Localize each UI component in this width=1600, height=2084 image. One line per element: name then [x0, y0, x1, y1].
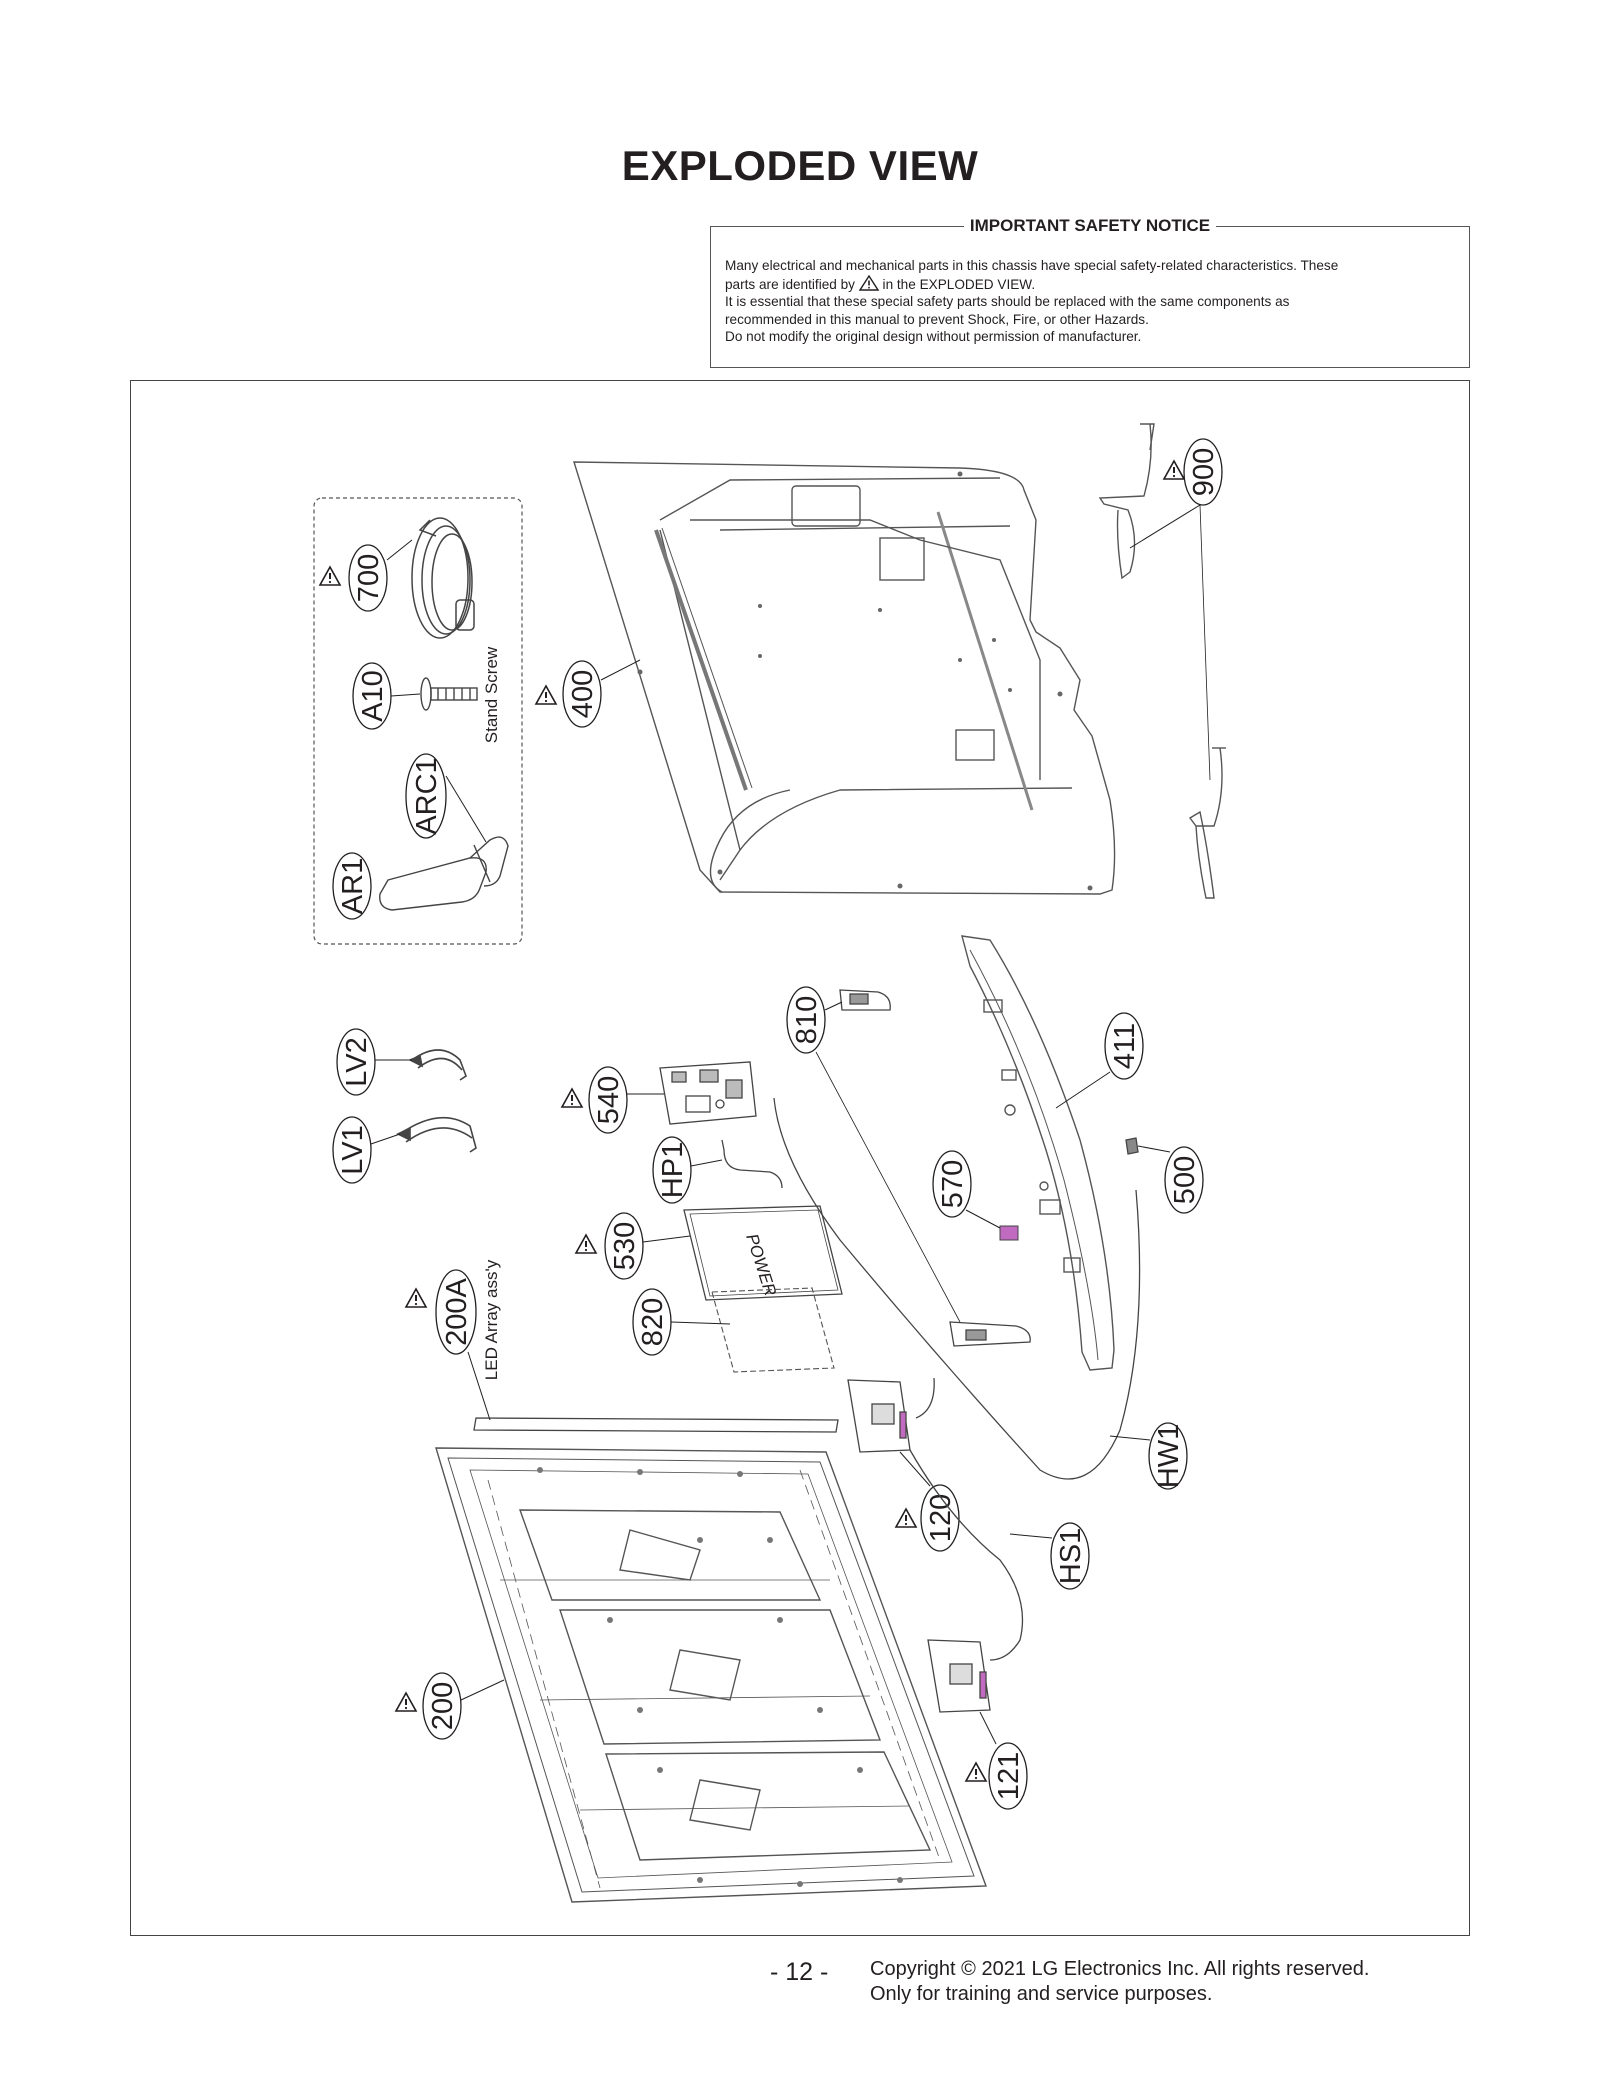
warning-icon [536, 686, 556, 704]
callout-700: 700 [353, 553, 385, 603]
callout-500: 500 [1169, 1155, 1201, 1205]
callout-ARC1: ARC1 [411, 757, 443, 835]
callout-121: 121 [993, 1751, 1025, 1801]
copyright-line: Copyright © 2021 LG Electronics Inc. All rights reserved. [870, 1958, 1370, 1980]
insulator-drawing [712, 1288, 834, 1372]
notice-line: It is essential that these special safety parts should be replaced with the same components as [725, 294, 1290, 309]
callout-AR1: AR1 [337, 857, 369, 915]
speaker-121-drawing [928, 1640, 990, 1712]
callout-LV2: LV2 [341, 1037, 373, 1087]
stand-screw-label: Stand Screw [482, 646, 501, 744]
notice-line: parts are identified by in the EXPLODED VIEW. [725, 276, 1036, 292]
warning-icon [966, 1763, 986, 1781]
power-cord-drawing [412, 518, 474, 638]
warning-icon [1164, 461, 1184, 479]
callout-820: 820 [637, 1297, 669, 1347]
callout-LV1: LV1 [337, 1125, 369, 1175]
led-array-drawing [474, 1418, 838, 1432]
speaker-120-drawing [848, 1378, 934, 1452]
frame-bracket-drawing [962, 936, 1114, 1370]
callout-HS1: HS1 [1055, 1527, 1087, 1585]
callout-810: 810 [791, 995, 823, 1045]
safety-notice-heading: IMPORTANT SAFETY NOTICE [964, 216, 1216, 235]
callout-540: 540 [593, 1075, 625, 1125]
callout-120: 120 [925, 1493, 957, 1543]
stand-screw-drawing [421, 678, 477, 710]
warning-icon [406, 1289, 426, 1307]
lv-cable-drawing [398, 1050, 476, 1152]
display-module-holes [537, 1467, 903, 1887]
warning-icon [896, 1509, 916, 1527]
warning-icon [562, 1089, 582, 1107]
warning-icon [396, 1693, 416, 1711]
back-cover-drawing [574, 462, 1115, 894]
callout-HW1: HW1 [1153, 1423, 1185, 1489]
component-570-drawing [1000, 1226, 1018, 1240]
display-module-drawing [436, 1448, 986, 1902]
callout-530: 530 [609, 1221, 641, 1271]
copyright-line: Only for training and service purposes. [870, 1983, 1213, 2005]
led-array-label: LED Array ass'y [482, 1259, 501, 1381]
copyright [870, 1957, 1369, 2007]
main-board-drawing [660, 1062, 756, 1124]
callout-200: 200 [427, 1681, 459, 1731]
notice-line: recommended in this manual to prevent Shock, Fire, or other Hazards. [725, 311, 1149, 327]
hs1-cable-drawing [910, 1450, 1023, 1660]
callout-400: 400 [567, 669, 599, 719]
warning-icon [320, 567, 340, 585]
remote-drawing [380, 837, 508, 910]
callout-A10: A10 [357, 670, 389, 722]
power-board-label: POWER [742, 1231, 781, 1299]
callout-570: 570 [937, 1159, 969, 1209]
notice-line: Many electrical and mechanical parts in this chassis have special safety-related characteristics. These [725, 258, 1339, 273]
callout-200A: 200A [441, 1278, 473, 1346]
callout-900: 900 [1188, 447, 1220, 497]
callout-411: 411 [1109, 1022, 1141, 1070]
back-cover-holes [638, 472, 1093, 891]
page-number: - 12 - [770, 1958, 829, 1986]
callout-HP1: HP1 [657, 1141, 689, 1199]
warning-icon [576, 1235, 596, 1253]
hp1-cable-drawing [722, 1140, 782, 1188]
page-title: EXPLODED VIEW [621, 142, 979, 189]
component-500-drawing [1126, 1138, 1138, 1154]
notice-line: Do not modify the original design without permission of manufacturer. [725, 329, 1142, 344]
